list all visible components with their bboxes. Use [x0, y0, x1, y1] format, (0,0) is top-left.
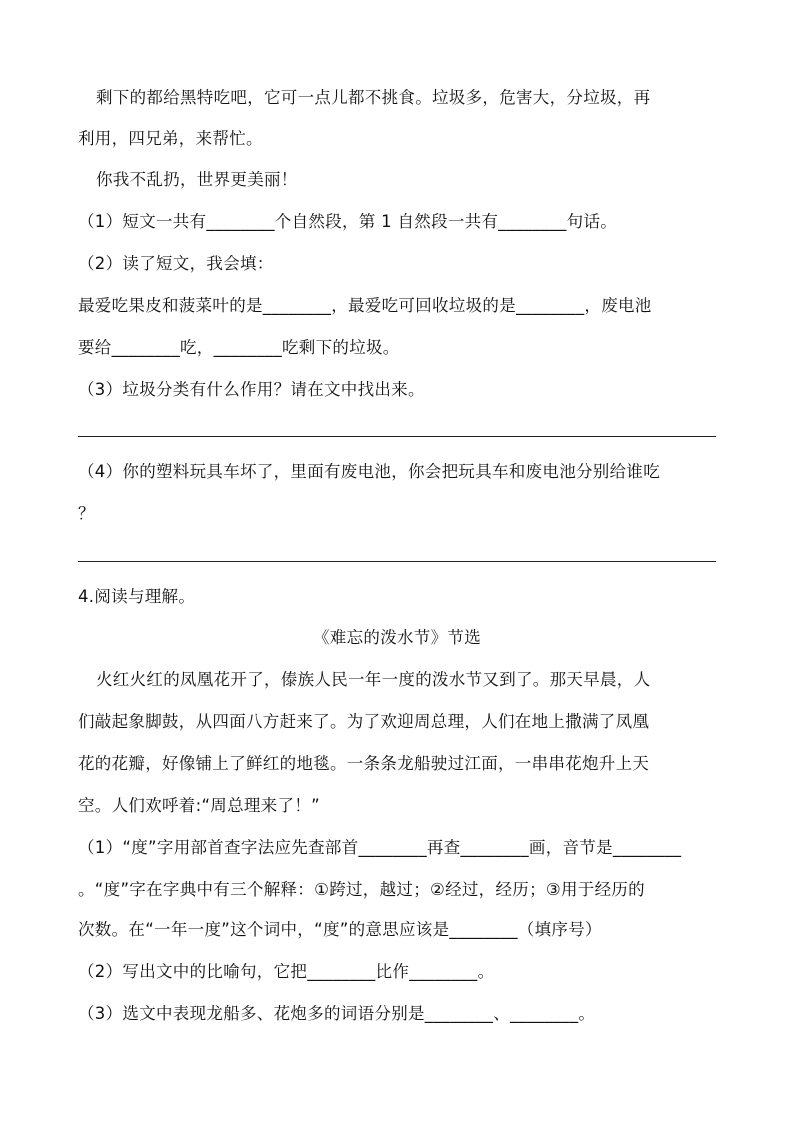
section-heading: 4.阅读与理解。	[78, 587, 196, 606]
passage-title: 《难忘的泼水节》节选	[313, 628, 481, 647]
reading-question-1: （1）“度”字用部首查字法应先查部首________再查________画，音节是________	[78, 838, 682, 857]
question-1: （1）短文一共有________个自然段，第 1 自然段一共有________句话。	[78, 212, 618, 231]
passage-paragraph-line: 空。人们欢呼着:“周总理来了！”	[78, 796, 320, 815]
question-4-continued: ？	[78, 504, 95, 523]
passage-paragraph-line: 花的花瓣，好像铺上了鲜红的地毯。一条条龙船驶过江面，一串串花炮升上天	[78, 754, 650, 773]
passage-paragraph-line: 剩下的都给黑特吃吧，它可一点儿都不挑食。垃圾多，危害大，分垃圾，再	[96, 88, 651, 107]
question-3: （3）垃圾分类有什么作用？请在文中找出来。	[78, 380, 425, 399]
reading-question-1-continued: 次数。在“一年一度”这个词中，“度”的意思应该是________（填序号）	[78, 920, 602, 939]
reading-question-2: （2）写出文中的比喻句，它把________比作________。	[78, 962, 495, 981]
question-2-fill-line: 最爱吃果皮和菠菜叶的是________，最爱吃可回收垃圾的是________，废电池	[78, 296, 652, 315]
passage-paragraph-line: 利用，四兄弟，来帮忙。	[78, 129, 263, 148]
reading-question-1-continued: 。“度”字在字典中有三个解释：①跨过，越过；②经过，经历；③用于经历的	[78, 880, 645, 899]
passage-paragraph-line: 们敲起象脚鼓，从四面八方赶来了。为了欢迎周总理，人们在地上撒满了凤凰	[78, 712, 650, 731]
answer-line	[78, 436, 716, 437]
answer-line	[78, 561, 716, 562]
passage-paragraph-line: 火红火红的凤凰花开了，傣族人民一年一度的泼水节又到了。那天早晨，人	[96, 670, 651, 689]
question-2: （2）读了短文，我会填：	[78, 254, 274, 273]
question-4: （4）你的塑料玩具车坏了，里面有废电池，你会把玩具车和废电池分别给谁吃	[78, 462, 660, 481]
passage-closing-line: 你我不乱扔，世界更美丽！	[96, 170, 298, 189]
question-2-fill-line: 要给________吃，________吃剩下的垃圾。	[78, 338, 400, 357]
reading-question-3: （3）选文中表现龙船多、花炮多的词语分别是________、________。	[78, 1004, 596, 1023]
